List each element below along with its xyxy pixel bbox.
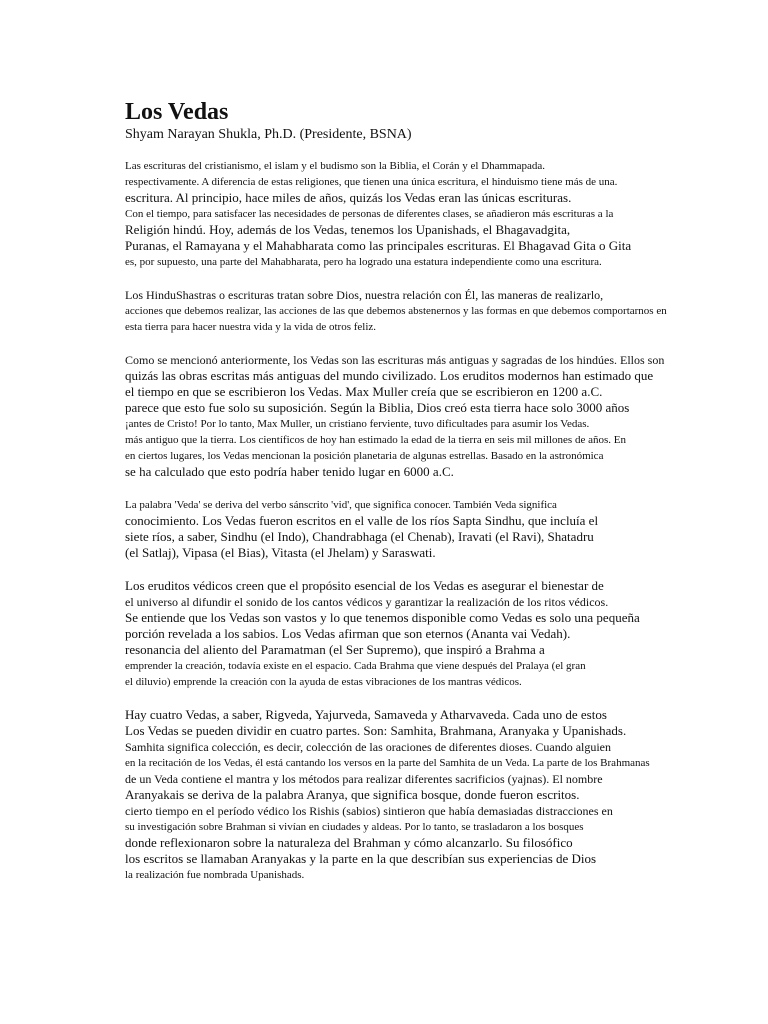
text-line: quizás las obras escritas más antiguas del mundo civilizado. Los eruditos modernos han estimado que (125, 368, 654, 383)
text-line: conocimiento. Los Vedas fueron escritos en el valle de los ríos Sapta Sindhu, que incluía el (125, 513, 599, 528)
text-line: emprender la creación, todavía existe en el espacio. Cada Brahma que viene después del Pralaya (el gran (125, 660, 586, 672)
text-line: la realización fue nombrada Upanishads. (125, 869, 305, 881)
text-line: de un Veda contiene el mantra y los métodos para realizar diferentes sacrificios (yajnas). El nombre (125, 772, 603, 786)
text-line: porción revelada a los sabios. Los Vedas afirman que son eternos (Ananta vai Vedah). (125, 626, 571, 641)
text-line: siete ríos, a saber, Sindhu (el Indo), Chandrabhaga (el Chenab), Iravati (el Ravi), Shatadru (125, 529, 594, 544)
paragraph (125, 497, 695, 561)
text-line: más antiguo que la tierra. Los científicos de hoy han estimado la edad de la tierra en seis mil millones de años. En (125, 434, 626, 446)
paragraph (125, 158, 695, 270)
text-line: Samhita significa colección, es decir, colección de las oraciones de diferentes dioses. Cuando alguien (125, 740, 612, 754)
paragraph (125, 707, 695, 883)
text-line: cierto tiempo en el período védico los Rishis (sabios) sintieron que había demasiadas distracciones en (125, 804, 613, 818)
text-line: es, por supuesto, una parte del Mahabharata, pero ha logrado una estatura independiente como una escritura. (125, 256, 602, 268)
text-line: parece que esto fue solo su suposición. Según la Biblia, Dios creó esta tierra hace solo 3000 años (125, 400, 630, 415)
paragraph (125, 287, 695, 335)
text-line: Como se mencionó anteriormente, los Vedas son las escrituras más antiguas y sagradas de los hindúes. Ellos son (125, 353, 665, 367)
text-line: (el Satlaj), Vipasa (el Bias), Vitasta (el Jhelam) y Saraswati. (125, 545, 436, 560)
text-line: en ciertos lugares, los Vedas mencionan la posición planetaria de algunas estrellas. Basado en la astronómica (125, 450, 604, 462)
text-line: el universo al difundir el sonido de los cantos védicos y garantizar la realización de los ritos védicos. (125, 595, 609, 609)
text-line: Religión hindú. Hoy, además de los Vedas, tenemos los Upanishads, el Bhagavadgita, (125, 222, 571, 237)
text-line: donde reflexionaron sobre la naturaleza del Brahman y cómo alcanzarlo. Su filosófico (125, 835, 573, 850)
text-line: ¡antes de Cristo! Por lo tanto, Max Muller, un cristiano ferviente, tuvo dificultades para asumir los Vedas. (125, 418, 590, 430)
document-title: Los Vedas (125, 99, 229, 125)
text-line: Los HinduShastras o escrituras tratan sobre Dios, nuestra relación con Él, las maneras de realizarlo, (125, 288, 604, 302)
text-line: Hay cuatro Vedas, a saber, Rigveda, Yajurveda, Samaveda y Atharvaveda. Cada uno de estos (125, 707, 607, 722)
paragraph (125, 578, 695, 690)
text-line: Las escrituras del cristianismo, el islam y el budismo son la Biblia, el Corán y el Dhammapada. (125, 160, 546, 172)
document-body (125, 158, 695, 883)
text-line: escritura. Al principio, hace miles de años, quizás los Vedas eran las únicas escrituras. (125, 190, 572, 205)
text-line: resonancia del aliento del Paramatman (el Ser Supremo), que inspiró a Brahma a (125, 642, 545, 657)
document-page (125, 98, 695, 900)
document-author: Shyam Narayan Shukla, Ph.D. (Presidente, BSNA) (125, 127, 412, 142)
text-line: Se entiende que los Vedas son vastos y lo que tenemos disponible como Vedas es solo una pequeña (125, 610, 640, 625)
text-line: en la recitación de los Vedas, él está cantando los versos en la parte del Samhita de un Veda. La parte de los Brahmanas (125, 757, 650, 769)
text-line: Los Vedas se pueden dividir en cuatro partes. Son: Samhita, Brahmana, Aranyaka y Upanishads. (125, 723, 627, 738)
text-line: Con el tiempo, para satisfacer las necesidades de personas de diferentes clases, se añadieron más escrituras a la (125, 208, 614, 220)
text-line: La palabra 'Veda' se deriva del verbo sánscrito 'vid', que significa conocer. También Veda significa (125, 499, 557, 511)
text-line: el tiempo en que se escribieron los Vedas. Max Muller creía que se escribieron en 1200 a.C. (125, 384, 603, 399)
text-line: se ha calculado que esto podría haber tenido lugar en 6000 a.C. (125, 464, 454, 479)
text-line: Los eruditos védicos creen que el propósito esencial de los Vedas es asegurar el bienestar de (125, 578, 604, 593)
text-line: acciones que debemos realizar, las acciones de las que debemos abstenernos y las formas en que debemos comportarnos en (125, 305, 667, 317)
text-line: respectivamente. A diferencia de estas religiones, que tienen una única escritura, el hinduismo tiene más de una. (125, 176, 618, 188)
text-line: Aranyakais se deriva de la palabra Aranya, que significa bosque, donde fueron escritos. (125, 787, 580, 802)
text-line: Puranas, el Ramayana y el Mahabharata como las principales escrituras. El Bhagavad Gita o Gita (125, 238, 632, 253)
text-line: esta tierra para hacer nuestra vida y la vida de otros feliz. (125, 321, 377, 333)
text-line: los escritos se llamaban Aranyakas y la parte en la que describían sus experiencias de Dios (125, 851, 597, 866)
text-line: su investigación sobre Brahman si vivían en ciudades y aldeas. Por lo tanto, se trasladaron a los bosques (125, 821, 584, 833)
paragraph (125, 352, 695, 480)
text-line: el diluvio) emprende la creación con la ayuda de estas vibraciones de los mantras védicos. (125, 676, 522, 688)
